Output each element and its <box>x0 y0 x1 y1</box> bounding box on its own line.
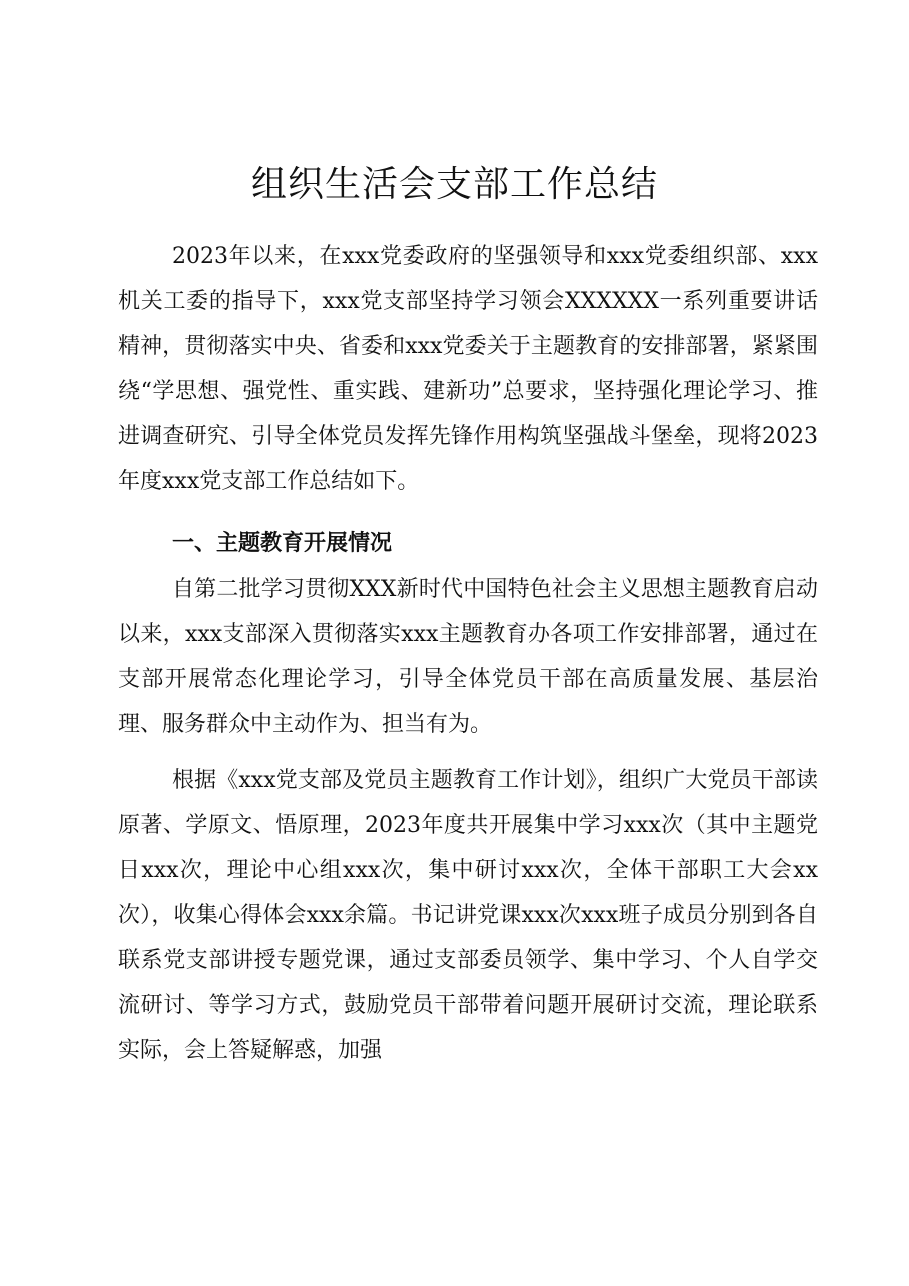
section-1-paragraph-2: 根据《xxx党支部及党员主题教育工作计划》，组织广大党员干部读原著、学原文、悟原理，2023年度共开展集中学习xxx次（其中主题党日xxx次，理论中心组xxx次，集中研讨xxx次，全体干部职工大会xx次），收集心得体会xxx余篇。书记讲党课xxx次xxx班子成员分别到各自联系党支部讲授专题党课，通过支部委员领学、集中学习、个人自学交流研讨、等学习方式，鼓励党员干部带着问题开展研讨交流，理论联系实际，会上答疑解惑，加强 <box>118 768 818 1063</box>
section-heading-1: 一、主题教育开展情况 <box>172 531 393 556</box>
section-1-paragraph-1: 自第二批学习贯彻XXX新时代中国特色社会主义思想主题教育启动以来，xxx支部深入贯彻落实xxx主题教育办各项工作安排部署，通过在支部开展常态化理论学习，引导全体党员干部在高质量发展、基层治理、服务群众中主动作为、担当有为。 <box>118 577 818 737</box>
intro-paragraph: 2023年以来，在xxx党委政府的坚强领导和xxx党委组织部、xxx机关工委的指导下，xxx党支部坚持学习领会XXXXXX一系列重要讲话精神，贯彻落实中央、省委和xxx党委关于主题教育的安排部署，紧紧围绕“学思想、强党性、重实践、建新功”总要求，坚持强化理论学习、推进调查研究、引导全体党员发挥先锋作用构筑坚强战斗堡垒，现将2023年度xxx党支部工作总结如下。 <box>118 244 818 494</box>
document-title: 组织生活会支部工作总结 <box>250 164 658 205</box>
